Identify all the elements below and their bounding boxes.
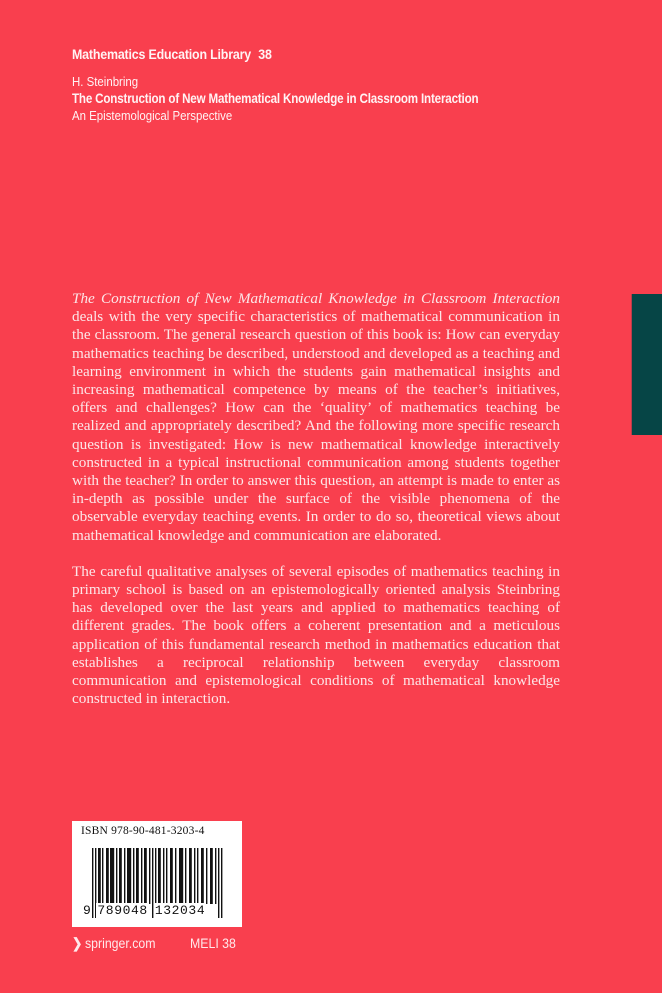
ean-lead-digit: 9 [83,903,92,918]
springer-link[interactable] [72,934,156,952]
blurb-paragraph-1 [72,290,560,545]
book-subtitle: An Epistemological Perspective [72,108,233,123]
chevron-right-icon: ❯ [72,935,83,951]
back-cover-blurb [72,290,560,708]
series-number: 38 [258,47,272,62]
series-code: MELI 38 [190,935,236,951]
series-line [72,46,507,64]
cover-header [72,46,545,124]
spine-color-tab [632,294,662,435]
ean-left-group: 789048 [97,903,148,918]
blurb-paragraph-1-body: deals with the very specific characteristics of mathematical communication in the classroom. The general research question of this book is: How can everyday mathematics teaching be described, understood and developed as a teaching and learning environment in which the students gain mathematical insights and increasing mathematical competence by means of the teacher’s initiatives, offers and challenges? How can the ‘quality’ of mathematics teaching be realized and appropriately described? And the following more specific research question is investigated: How is new mathematical knowledge interactively constructed in a typical instructional communication among students together with the teacher? In order to answer this question, an attempt is made to enter as in-depth as possible under the surface of the visible phenomena of the observable everyday teaching events. In order to do so, theoretical views about mathematical knowledge and communication are elaborated. [72,308,560,544]
isbn-label: ISBN 978-90-481-3203-4 [81,825,205,837]
springer-link-text: springer.com [84,935,156,951]
blurb-paragraph-2: The careful qualitative analyses of several episodes of mathematics teaching in primary school is based on an epistemologically oriented analysis Steinbring has developed over the last years and applied to mathematics teaching of different grades. The book offers a coherent presentation and a meticulous application of this fundamental research method in mathematics education that establishes a reciprocal relationship between everyday classroom communication and epistemological conditions of mathematical knowledge constructed in interaction. [72,562,560,708]
isbn-barcode [72,821,242,927]
ean-number [82,903,206,918]
author-name: H. Steinbring [72,74,139,89]
book-title: The Construction of New Mathematical Knowledge in Classroom Interaction [72,91,479,106]
blurb-title-italic: The Construction of New Mathematical Knowledge in Classroom Interaction [72,290,560,307]
ean-right-group: 132034 [154,903,206,918]
series-name: Mathematics Education Library [72,47,251,62]
